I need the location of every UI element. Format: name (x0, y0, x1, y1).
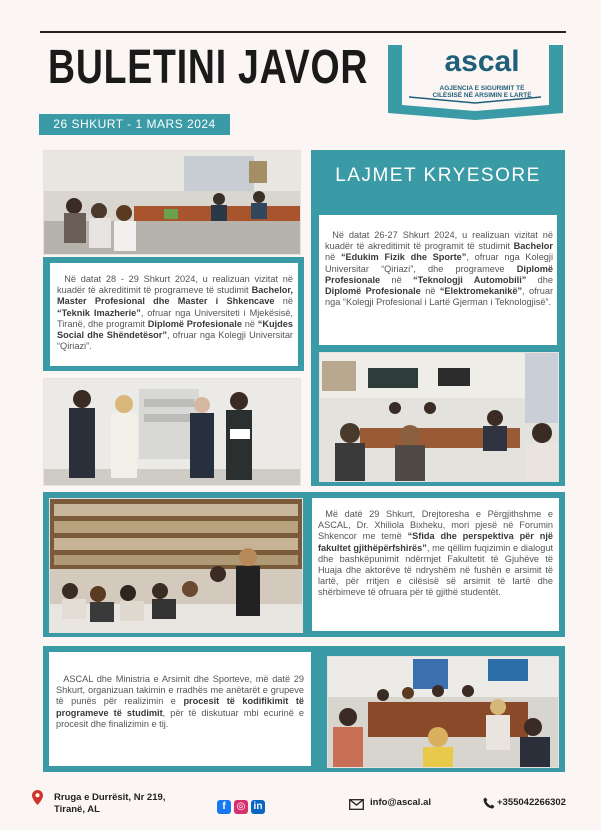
logo-subtitle-line2: CILËSISË NË ARSIMIN E LARTË (432, 92, 532, 99)
item1-text-4: në (380, 274, 413, 285)
linkedin-icon[interactable]: in (251, 800, 265, 814)
item1-bold-6: “Elektromekanikë” (439, 286, 523, 297)
item4-text-2: , për të diskutuar mbi ecurinë e procesit dhe finalizimin e tij. (56, 707, 304, 729)
location-pin-icon (32, 790, 43, 810)
social-links (217, 796, 268, 814)
news-item-2-text (57, 274, 293, 352)
item3-text-2: , me qëllim fuqizimin e dialogut dhe bashkëpunimit ndërmjet Fakultetit të Gjuhëve të Huaja dhe aktorëve të ndryshëm në fushën e arsimit të lartë, për rritjen e cilësisë së arsimit të lartë dhe shërbimeve të ofruara për të gjithë studentët. (318, 542, 553, 598)
ascal-logo (383, 45, 568, 120)
item2-text-5: , ofruar nga Kolegji Universitar “Qiriazi”. (57, 330, 293, 352)
item1-text-7: , ofruar nga “Kolegji Profesional i Lartë Gjerman i Teknologjisë”. (325, 286, 554, 308)
news-item-1-text (325, 230, 553, 308)
news-item-3-text (318, 509, 553, 599)
logo-word: ascal (444, 45, 520, 78)
item1-text-2: në (325, 252, 341, 263)
photo-classroom-visit (319, 352, 559, 482)
item3-text-1: Më datë 29 Shkurt, Drejtoresha e Përgjithshme e ASCAL, Dr. Xhiliola Bixheku, mori pjesë në Forumin Shkencor me temë (318, 509, 553, 542)
item2-bold-2: “Teknik Imazherie” (57, 307, 141, 318)
item2-text-4: në (241, 318, 258, 329)
photo-meeting-room-1 (43, 150, 301, 255)
item1-bold-4: “Teknologji Automobili” (412, 274, 527, 285)
footer-email[interactable]: info@ascal.al (370, 797, 432, 808)
item1-bold-5: Diplomë Profesionale (325, 286, 421, 297)
item2-text-1: Në datat 28 - 29 Shkurt 2024, u realizuan vizitat në kuadër të akreditimit të programeve të studimit (57, 274, 293, 296)
item1-text-3: , ofruar nga Kolegji Universitar “Qiriazi”, dhe programeve (325, 252, 553, 274)
item2-text-2: në (274, 296, 293, 307)
instagram-icon[interactable]: ◎ (234, 800, 248, 814)
item1-text-6: në (420, 286, 440, 297)
item1-bold-1: Bachelor (513, 241, 553, 252)
footer-address-line1: Rruga e Durrësit, Nr 219, (54, 792, 166, 803)
item4-text-1: ASCAL dhe Ministria e Arsimit dhe Sporteve, më datë 29 Shkurt, organizuan takimin e rradhës me anëtarët e grupeve të punës për realizimin e (56, 674, 304, 707)
photo-forum (49, 498, 303, 633)
facebook-icon[interactable]: f (217, 800, 231, 814)
item1-bold-3: Diplomë Profesionale (325, 263, 553, 285)
photo-ministry-meeting (327, 656, 559, 768)
item4-bold-1: procesit të kodifikimit të programeve të studimit (56, 696, 304, 718)
item1-text-1: Në datat 26-27 Shkurt 2024, u realizuan vizitat në kuadër të akreditimit të programit të studimit (325, 230, 553, 252)
footer-address-line2: Tiranë, AL (54, 804, 100, 815)
top-rule (40, 31, 566, 33)
item2-bold-1: Bachelor, Master Profesional dhe Master i Shkencave (57, 285, 293, 307)
item1-bold-2: “Edukim Fizik dhe Sporte” (340, 252, 467, 263)
main-news-heading: LAJMET KRYESORE (335, 165, 541, 186)
photo-lab-visit (43, 378, 301, 486)
footer-phone[interactable]: +355042266302 (497, 797, 566, 808)
item2-bold-4: “Kujdes Social dhe Shëndetësor” (57, 318, 293, 341)
date-range-badge: 26 SHKURT - 1 MARS 2024 (39, 114, 230, 135)
logo-subtitle (413, 85, 551, 99)
item3-bold-1: “Sfida dhe perspektiva për një fakultet gjithëpërfshirës” (318, 531, 553, 553)
item1-text-5: dhe (526, 274, 553, 285)
phone-icon (483, 796, 495, 814)
item2-text-3: , ofruar nga Universiteti i Mjekësisë, Tiranë, dhe programit (57, 307, 293, 329)
news-item-4-text (56, 674, 304, 730)
logo-subtitle-line1: AGJENCIA E SIGURIMIT TË (439, 85, 525, 92)
page-title: BULETINI JAVOR (48, 41, 369, 94)
item2-bold-3: Diplomë Profesionale (147, 318, 242, 329)
mail-icon (349, 797, 364, 815)
